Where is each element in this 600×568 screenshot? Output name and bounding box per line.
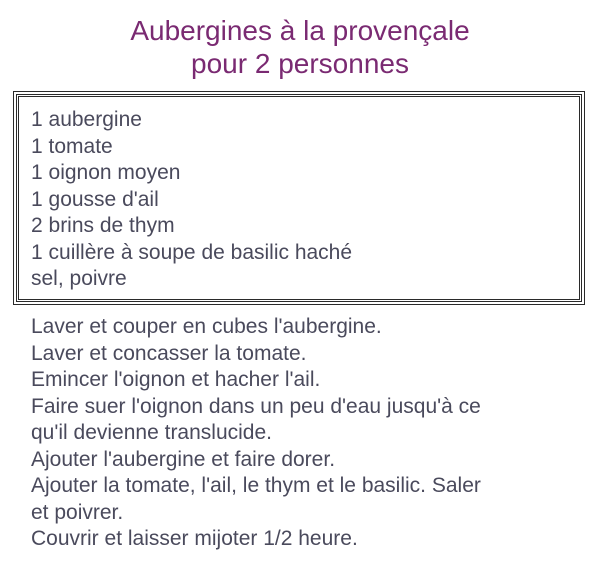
step-line: qu'il devienne translucide. <box>31 421 272 444</box>
ingredient-item: 1 oignon moyen <box>31 161 181 184</box>
ingredient-item: 2 brins de thym <box>31 214 175 237</box>
recipe-title-line-2: pour 2 personnes <box>191 48 409 79</box>
step-item <box>31 367 591 394</box>
step-item <box>31 394 591 447</box>
step-item <box>31 447 591 474</box>
step-line: et poivrer. <box>31 500 124 524</box>
step-line: Couvrir et laisser mijoter 1/2 heure. <box>31 527 358 550</box>
step-line: Emincer l'oignon et hacher l'ail. <box>31 368 321 391</box>
ingredient-item: sel, poivre <box>31 267 127 290</box>
ingredients-list <box>31 107 352 293</box>
step-item <box>31 314 591 341</box>
preparation-steps <box>31 314 591 553</box>
recipe-title-line-1: Aubergines à la provençale <box>130 15 470 46</box>
step-line: Laver et concasser la tomate. <box>31 341 307 365</box>
step-line: Faire suer l'oignon dans un peu d'eau jusqu'à ce <box>31 394 481 418</box>
step-line: Ajouter la tomate, l'ail, le thym et le basilic. Saler <box>31 474 481 497</box>
step-item <box>31 341 591 368</box>
step-line: Laver et couper en cubes l'aubergine. <box>31 315 382 338</box>
ingredients-box <box>16 94 582 302</box>
ingredient-item: 1 cuillère à soupe de basilic haché <box>31 240 353 264</box>
step-item <box>31 473 591 526</box>
step-item <box>31 526 591 553</box>
ingredient-item: 1 aubergine <box>31 108 142 131</box>
ingredient-item: 1 tomate <box>31 134 113 158</box>
recipe-title <box>0 14 600 80</box>
step-line: Ajouter l'aubergine et faire dorer. <box>31 447 336 471</box>
ingredient-item: 1 gousse d'ail <box>31 187 159 211</box>
